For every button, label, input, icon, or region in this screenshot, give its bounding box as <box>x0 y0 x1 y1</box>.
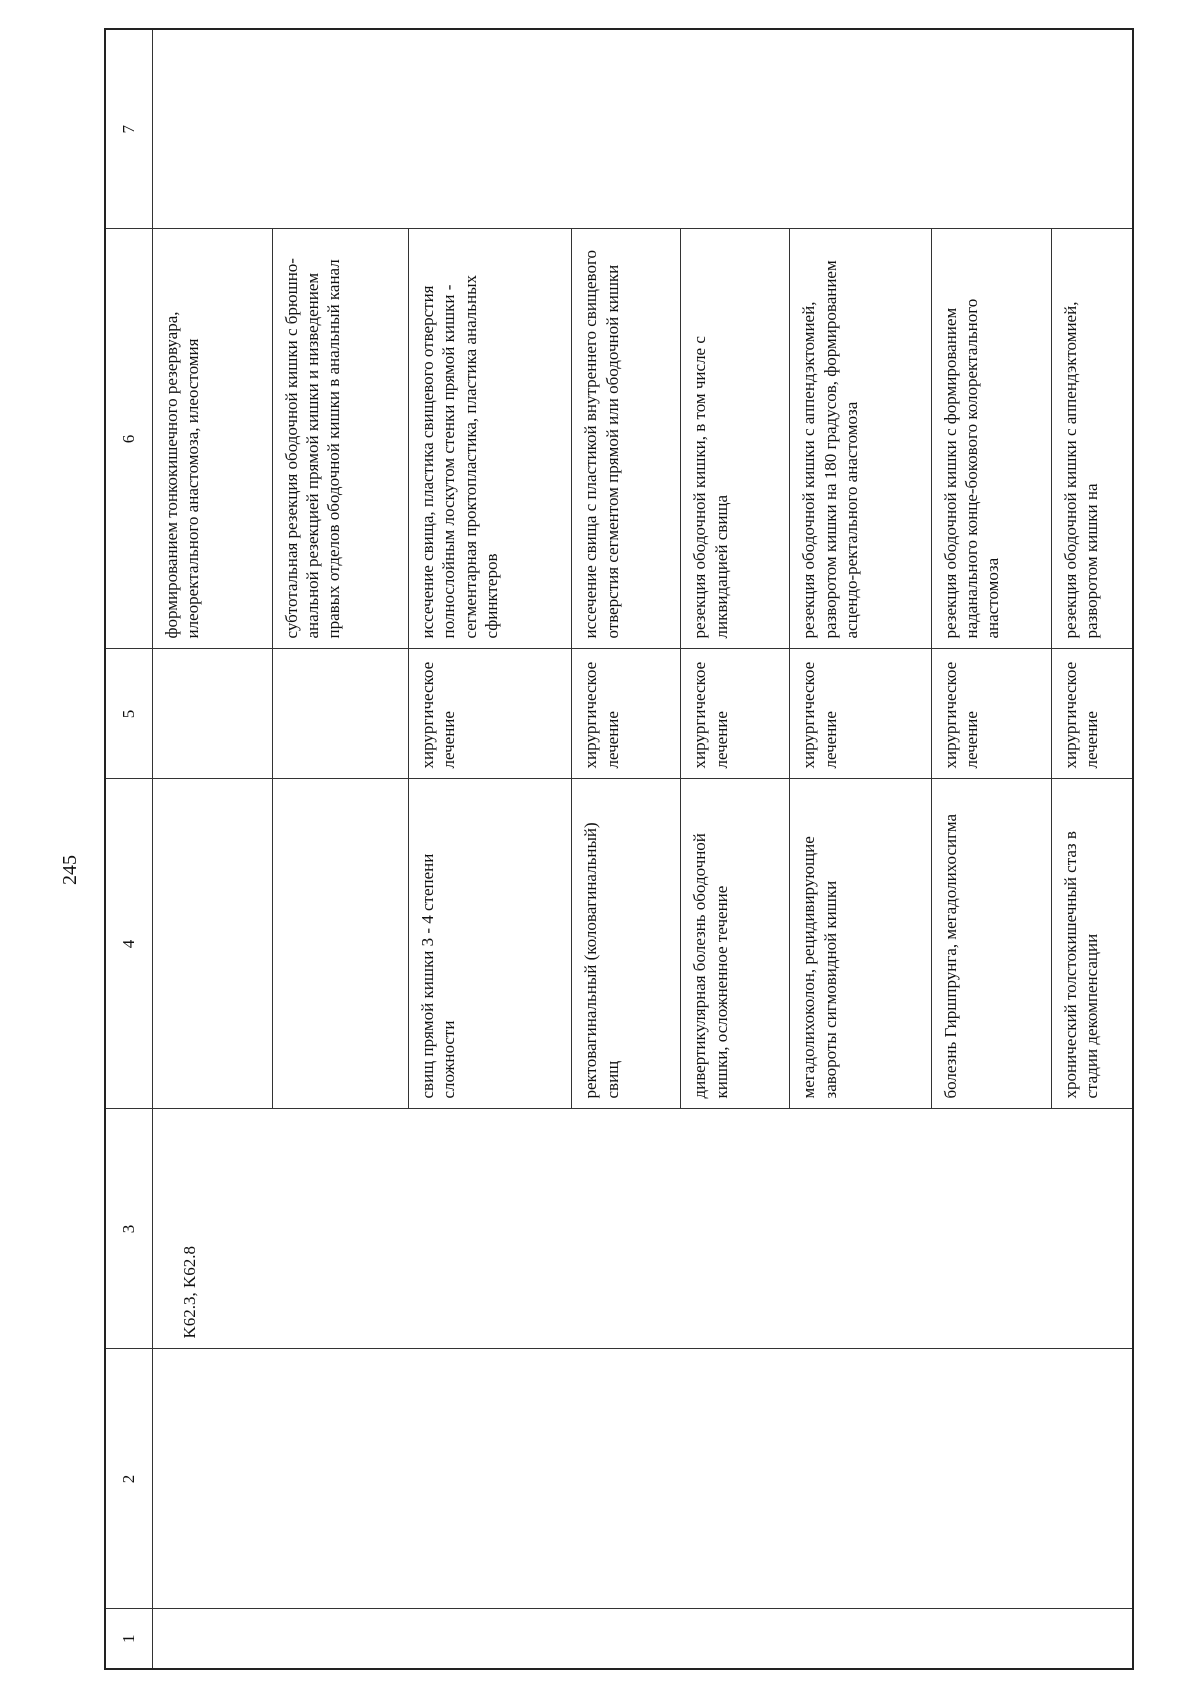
treatment-type-cell: хирургическое лечение <box>931 649 1051 779</box>
column-header-5: 5 <box>105 649 153 779</box>
diagnosis-cell: болезнь Гиршпрунга, мегадолихосигма <box>931 779 1051 1109</box>
treatment-type-cell: хирургическое лечение <box>790 649 932 779</box>
treatment-type-cell <box>153 649 273 779</box>
col2-cell <box>153 1349 1134 1609</box>
code-cell: K62.3, K62.8 <box>153 1109 1134 1349</box>
treatment-type-cell: хирургическое лечение <box>681 649 790 779</box>
method-cell: резекция ободочной кишки, в том числе с ликвидацией свища <box>681 229 790 649</box>
table-row <box>153 29 273 1669</box>
header-row <box>105 29 153 1669</box>
treatment-type-cell: хирургическое лечение <box>1051 649 1133 779</box>
diagnosis-cell <box>153 779 273 1109</box>
diagnosis-cell: свищ прямой кишки 3 - 4 степени сложности <box>409 779 572 1109</box>
column-header-6: 6 <box>105 229 153 649</box>
method-cell: резекция ободочной кишки с формированием наданального конце-бокового колоректального анастомоза <box>931 229 1051 649</box>
method-cell: резекция ободочной кишки с аппендэктомией, разворотом кишки на 180 градусов, формированием асцендо-ректального анастомоза <box>790 229 932 649</box>
diagnosis-cell: ректовагинальный (коловагинальный) свищ <box>572 779 681 1109</box>
method-cell: иссечение свища, пластика свищевого отверстия полнослойным лоскутом стенки прямой кишки - сегментарная проктопластика, пластика анальных сфинктеров <box>409 229 572 649</box>
treatment-table <box>104 28 1134 1670</box>
diagnosis-cell <box>272 779 408 1109</box>
column-header-1: 1 <box>105 1609 153 1669</box>
page-number: 245 <box>59 855 81 885</box>
col1-cell <box>153 1609 1134 1669</box>
col7-cell <box>153 29 1134 229</box>
column-header-7: 7 <box>105 29 153 229</box>
diagnosis-cell: дивертикулярная болезнь ободочной кишки, осложненное течение <box>681 779 790 1109</box>
diagnosis-cell: хронический толстокишечный стаз в стадии декомпенсации <box>1051 779 1133 1109</box>
method-cell: иссечение свища с пластикой внутреннего свищевого отверстия сегментом прямой или ободочной кишки <box>572 229 681 649</box>
diagnosis-cell: мегадолихоколон, рецидивирующие завороты сигмовидной кишки <box>790 779 932 1109</box>
column-header-3: 3 <box>105 1109 153 1349</box>
treatment-type-cell: хирургическое лечение <box>572 649 681 779</box>
rotated-table-container <box>104 30 1134 1670</box>
column-header-2: 2 <box>105 1349 153 1609</box>
method-cell: резекция ободочной кишки с аппендэктомией, разворотом кишки на <box>1051 229 1133 649</box>
treatment-type-cell: хирургическое лечение <box>409 649 572 779</box>
method-cell: формированием тонкокишечного резервуара, илеоректального анастомоза, илеостомия <box>153 229 273 649</box>
method-cell: субтотальная резекция ободочной кишки с брюшно-анальной резекцией прямой кишки и низведением правых отделов ободочной кишки в анальный канал <box>272 229 408 649</box>
column-header-4: 4 <box>105 779 153 1109</box>
treatment-type-cell <box>272 649 408 779</box>
